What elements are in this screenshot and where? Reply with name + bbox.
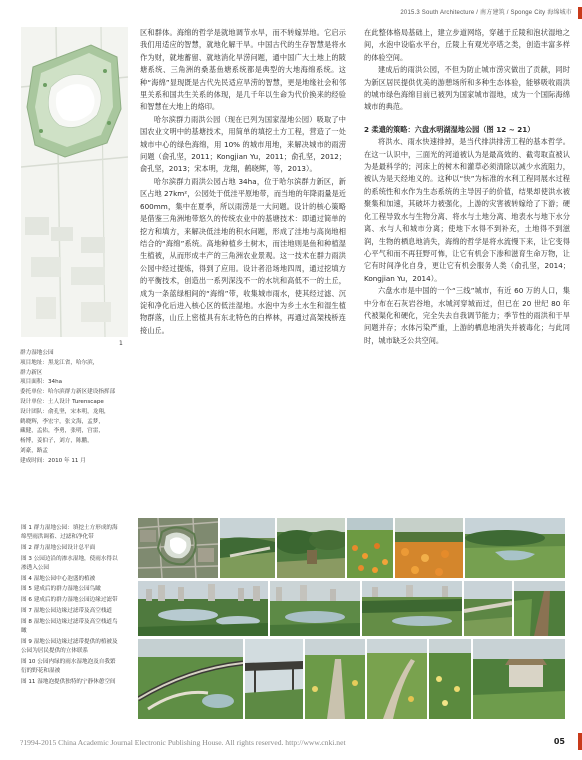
photo-wetland-pond [465,518,565,578]
project-info-line: 项目面积：34ha [20,379,63,386]
photo-filter-belt [362,581,462,636]
photo-aerial-map [138,518,218,578]
paragraph: 将洪水、雨水快速排掉，是当代排洪排涝工程的基本哲学。在这一认识中，三面光的河道被认为是最高效的、截弯取直被认为是最科学的；河床上的树木和灌草必须清除以减少水流阻力，被认为是天经地义的。这种以“快”为标准的水利工程同展水过程的系统性和水作为生态系统的主导因子的价值，结果却使洪水被聚集和加速，其破坏力被强化，上游的灾害被转嫁给了下游；硬化工程导致水与生物分离、将水与土地分离、地表水与地下水分离、水与人和城市分离；使地下水得不到补充，土地得不到滋润，生物的栖息地消失，海绵的哲学是将水流慢下来，让它变得心平气和而不再狂野可怖，让它有机会下渗和滋育生命万物，让它有时间净化自身，更让它有机会服务人类（俞孔坚，2014；Kongjian Yu，2014）。 [364,137,570,283]
caption: 图 5 建成后的群力湿地公园鸟瞰 [21,586,101,593]
project-info-line: 设计团队：俞孔坚，宋本明，龙翔， [20,408,110,415]
project-info-line: 项目地址：黑龙江省，哈尔滨， [20,359,99,366]
body-column-right [364,27,570,347]
photo-park-canopy [277,518,345,578]
caption: 图 9 湿地公园边缘过滤带提供的植被及公园为居民提供的立体联系 [21,638,118,654]
project-info-line: 委托单位：哈尔滨群力新区建设指挥部 [20,389,116,396]
caption: 图 7 湿地公园边缘过滤带及高空栈道 [21,608,113,615]
paragraph: 哈尔滨群力雨洪公园（现在已列为国家湿地公园）吸取了中国农业文明中的基塘技术，用简单的填挖土方工程，营造了一处城市中心的绿色海绵，用 10% 的城市用地，来解决城市的雨涝问题（俞孔坚，2011；Kongjian Yu，2011；俞孔坚，2012；俞孔坚，2013；宋本明，龙翔，鹤晓辉，等，2013）。 [140,114,346,174]
photo-wildflower-patch [429,639,471,719]
photo-garden-path [305,639,365,719]
caption: 图 1 群力湿地公园：填挖土方形成的海绵型雨洪调蓄、过滤和净化带 [21,525,118,540]
project-info-line: 杨博，姜伯子，刘方，陈鹏， [20,438,93,445]
photo-park-aerial-city [138,581,268,636]
photo-wildflowers [347,518,393,578]
caption: 图 10 公园内绿的雨水湿地泡及自我繁衍的野花和湿被 [21,658,116,674]
page-accent-bar [578,733,582,750]
project-info-line: 鹤晓辉，李宏宇，张文海，孟梦， [20,418,104,425]
page-number: 05 [553,737,565,746]
paragraph: 在此整体格局基础上，建立步道网络，穿越于丘陵和泡状湿地之间，水泡中设临水平台，丘陵上有观光亭塔之类，创造丰富多样的体验空间。 [364,28,570,62]
paragraph: 建成后的雨洪公园，不但为防止城市涝灾做出了贡献，同时为新区居民提供优美的游憩场所和多种生态体验，能够吸收雨洪的城市绿色海绵目前已被列为国家城市湿地，成为一个国际海绵城市的典范。 [364,65,570,112]
page-header [0,7,582,19]
caption: 图 8 湿地公园边缘过滤带及高空栈道鸟瞰 [21,619,118,635]
caption: 图 4 湿地公园中心泡盛的植被 [21,575,96,582]
project-info-line: 建成时间：2010 年 11 月 [20,457,86,464]
header-accent-bar [578,7,582,19]
caption: 图 6 建成后的群力湿地公园边缘过滤带 [21,597,118,604]
photo-sky-bridge [245,639,303,719]
photo-sky-walk [464,581,512,636]
caption: 图 3 公园边沿的渗水湿地，使雨水得以渗透入公园 [21,555,118,571]
caption: 图 2 群力湿地公园设计总平面 [21,544,96,551]
photo-boardwalk [514,581,565,636]
photo-meadow-path [367,639,427,719]
paragraph: 哈尔滨群力雨洪公园占地 34ha，位于哈尔滨群力新区，新区占地 27km²，公园处于低洼平原地带，而当地的年降雨量是近 600mm，集中在夏季，所以雨涝是一大问题。设计的核心策略是借鉴三角洲地带悠久的传统农业中的基塘技术：即通过简单的挖方和填方，来解决低洼地的积水问题，形成了洼地与高岗地相结合的“海绵”系统。高地种植乡土树木，而洼地则是鱼和种植湿生植被，从而形成丰产的三角洲农业景观。这一技术在群力雨洪公园中经过提炼，得到了应用。设计者沿场地四周，通过挖填方的平衡技术，创造出一系列深浅不一的水坑和高低不一的土丘，成为一条蓝绿相间的“海绵”带，收集城市雨水，使其经过滤、沉淀和净化后进入核心区的低洼湿地。水泡中为乡土水生和湿生植物群落，山丘上密植具有东北特色的白桦林，再通过高架栈桥连接山丘。 [140,176,346,335]
project-info-line: 藏健，孟佑，李勇，张明，宫雷， [20,428,104,435]
running-header: 2015.3 South Architecture / 南方建筑 / Sponge City 海绵城市 [400,10,572,16]
caption: 图 11 湿地泡提供独特的宁静休憩空间 [21,678,116,685]
photo-rest-pavilion [473,639,565,719]
site-plan-image [21,27,128,337]
project-info-line: 群力新区 [20,369,43,376]
paragraph: 六盘水市是中国的一个“三线”城市，有近 60 万的人口，集中分布在石灰岩谷地，水城河穿城而过，但已在 20 世纪 80 年代被渠化和硬化，完全失去自我调节能力；季节性的雨洪和干旱问题并存；水体污染严重，上游的栖息地消失并被毒化；与此同时，城市缺乏公共空间。 [364,286,570,345]
project-info-line: 设计单位：土人设计 Turenscape [20,398,104,405]
photo-wetland-city-view [270,581,360,636]
photo-orange-flowers [395,518,463,578]
section-heading: 2 柔遗的策略：六盘水明湖湿地公园（图 12 ~ 21） [364,124,535,134]
project-info-line: 刘豪，路孟 [20,447,48,454]
project-info [20,349,126,467]
paragraph: 区和群体。海绵的哲学是就地调节水旱，而不转嫁异地。它启示我们用适应的智慧，就地化解干旱。中国古代的生存智慧是将水作为财，就地蓄留、就地消化旱涝问题，通中国广大土地上的陂塘系统、三角洲的桑基鱼塘系统都是典型的大地海绵系统。这种“海绵”显现既是古代先民适应旱涝的智慧，更是地缘社会和邻里关系和国共生关系的体现，是几千年以生命为代价换来的经验和智慧在大地上的烙印。 [140,28,346,112]
figure-captions [21,524,121,689]
project-info-line: 群力湿地公园 [20,350,54,356]
photo-bridge-aerial [138,639,243,719]
photo-wetland-edge [220,518,275,578]
figure-number: 1 [119,340,123,347]
body-column-left [140,27,346,337]
copyright-footer: ?1994-2015 China Academic Journal Electronic Publishing House. All rights reserved. http://www.cnki.net [20,738,346,747]
